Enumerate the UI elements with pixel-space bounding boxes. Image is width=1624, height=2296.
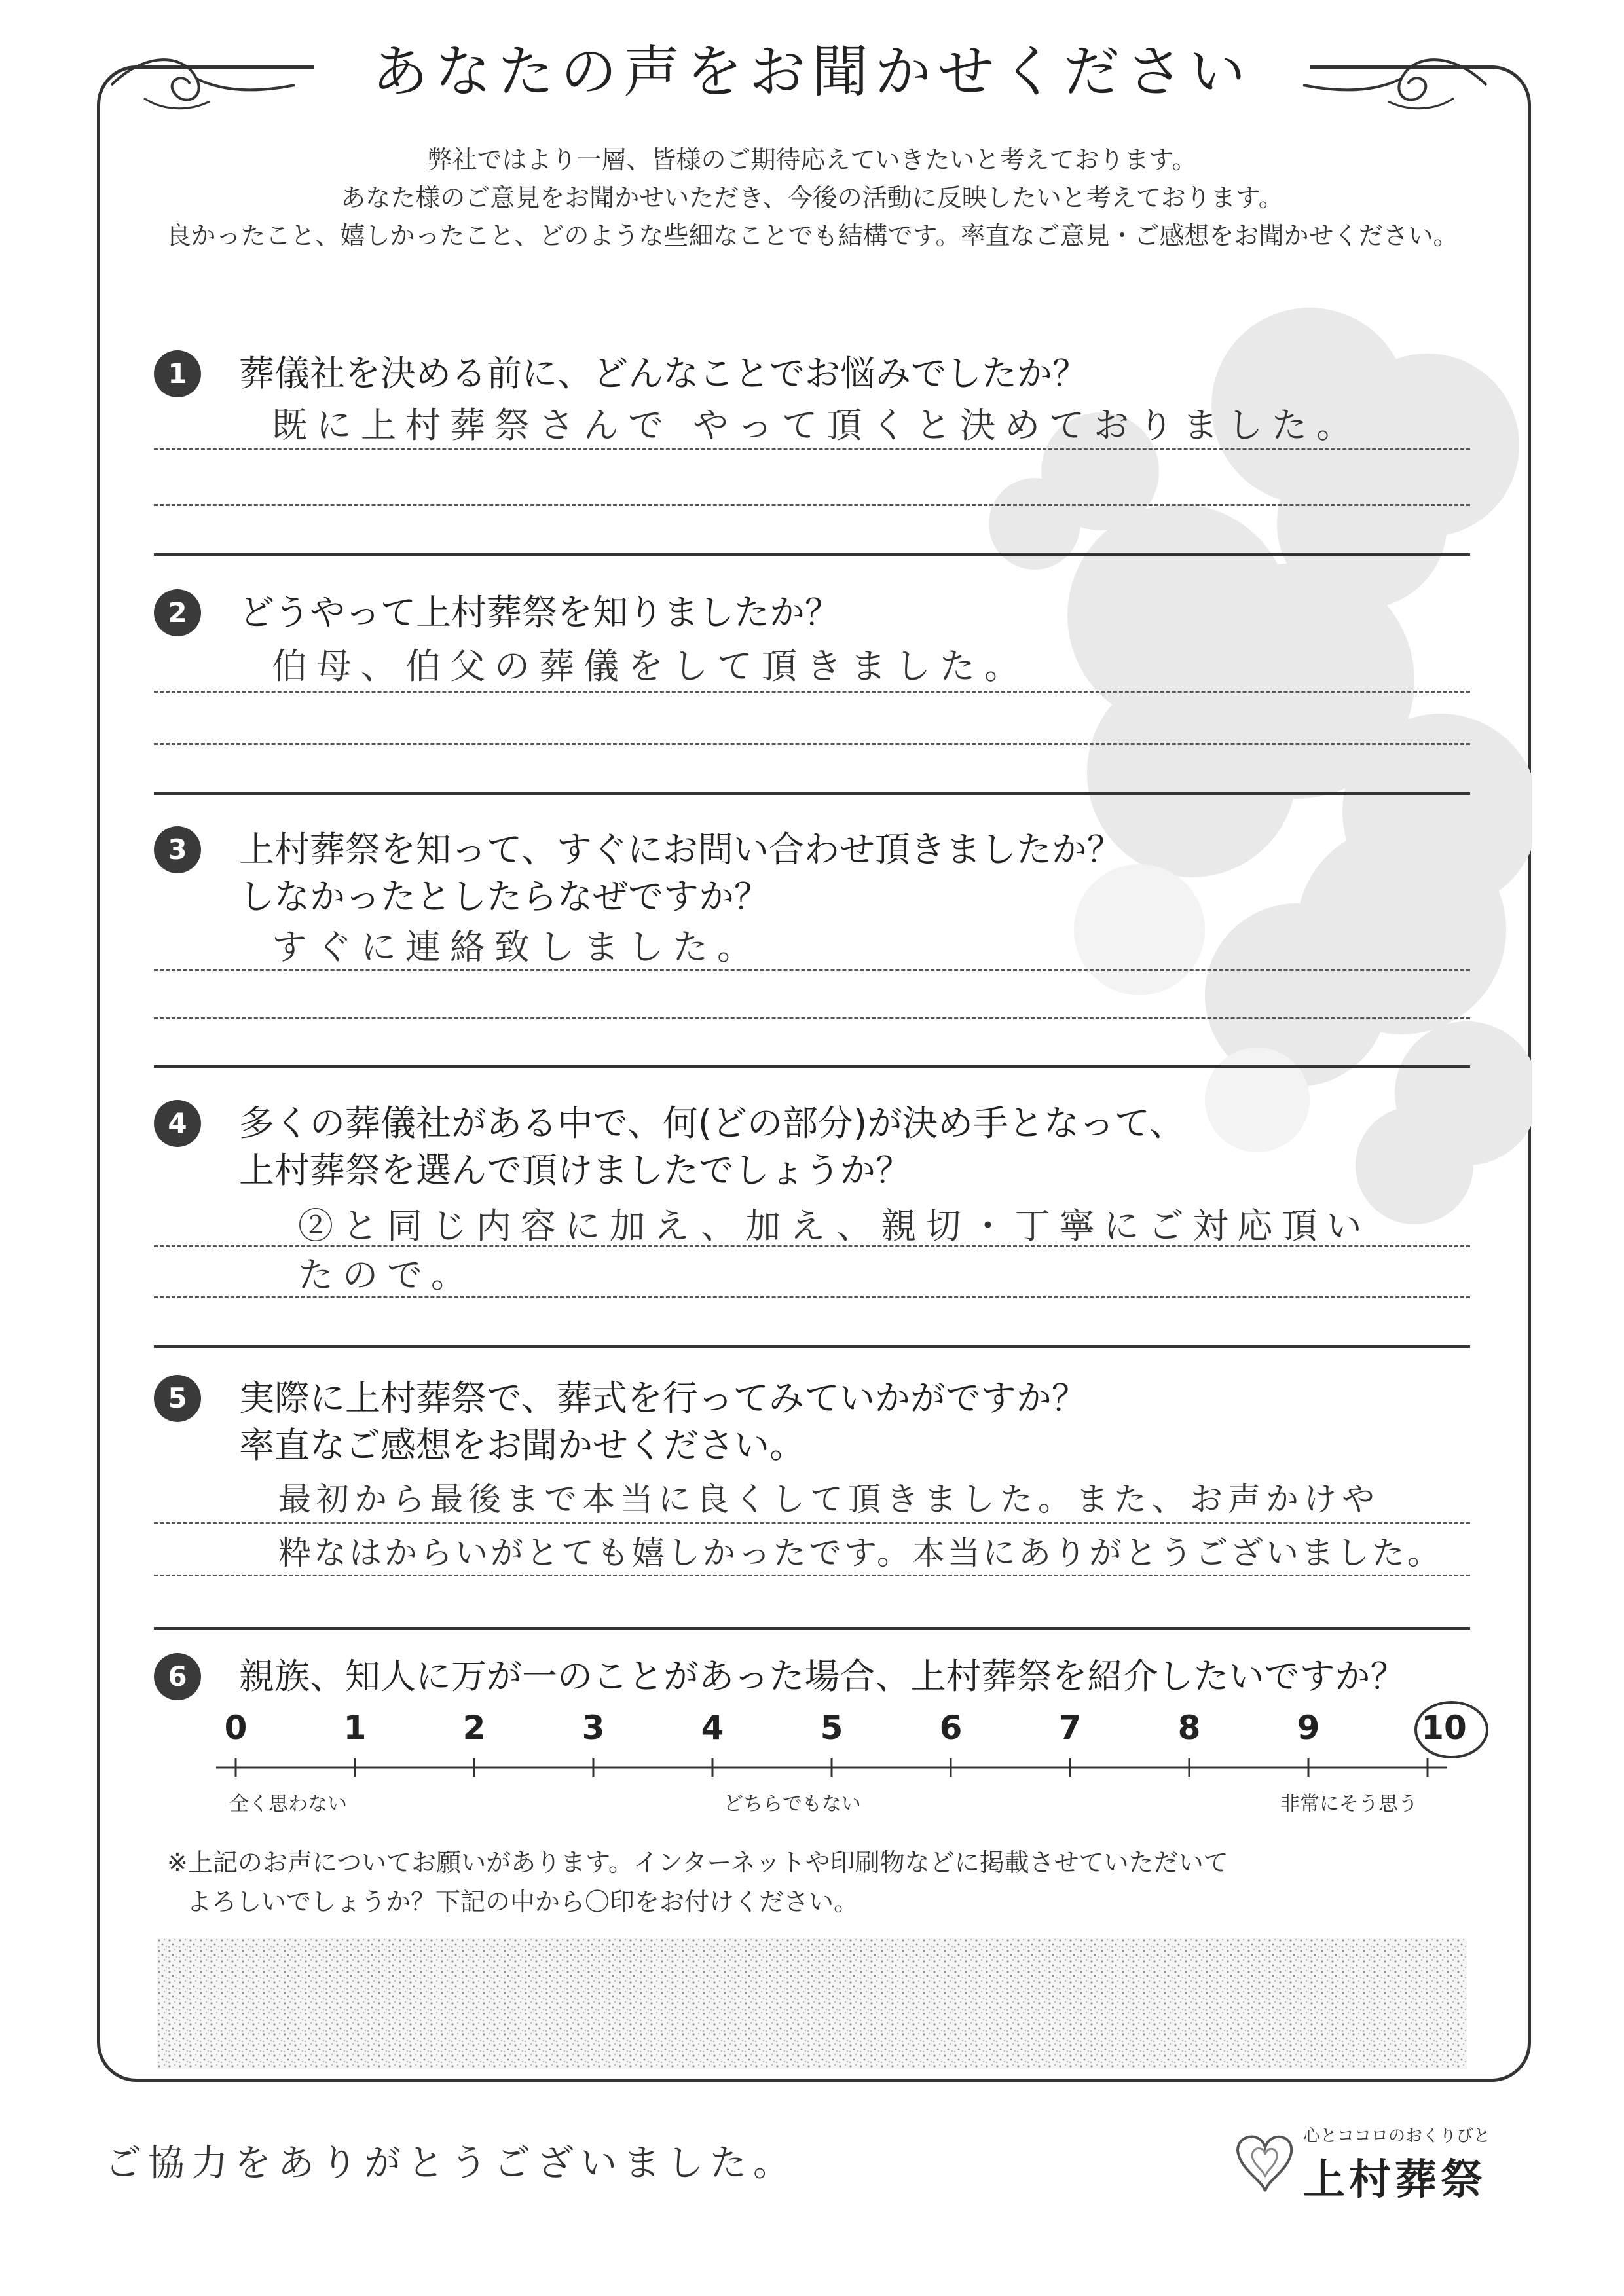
answer-line	[154, 969, 1470, 971]
question-number-badge: 6	[154, 1653, 201, 1700]
handwritten-answer: たので。	[298, 1254, 475, 1296]
answer-line	[154, 691, 1470, 693]
handwritten-answer: 既に上村葬祭さんで やって頂くと決めておりました。	[272, 405, 1361, 446]
selected-rating-circle	[1414, 1701, 1488, 1758]
consent-note	[167, 1843, 1228, 1922]
scale-number[interactable]: 0	[224, 1709, 248, 1747]
scale-number[interactable]: 7	[1058, 1709, 1082, 1747]
right-flourish-ornament	[1297, 46, 1493, 118]
answer-line	[154, 743, 1470, 745]
answer-line	[154, 1296, 1470, 1298]
scale-number[interactable]: 8	[1177, 1709, 1201, 1747]
scale-number[interactable]: 9	[1297, 1709, 1320, 1747]
answer-line	[154, 1017, 1470, 1019]
question-text: しなかったとしたらなぜですか？	[239, 876, 769, 917]
section-divider	[154, 1627, 1470, 1630]
intro-line: 弊社ではより一層、皆様のご期待応えていきたいと考えております。	[427, 145, 1197, 174]
question-number-badge: 5	[154, 1375, 201, 1422]
scale-number[interactable]: 5	[820, 1709, 843, 1747]
section-divider	[154, 792, 1470, 795]
note-line: よろしいでしょうか？下記の中から〇印をお付けください。	[187, 1887, 859, 1916]
logo-name: 上村葬祭	[1303, 2156, 1486, 2204]
intro-line: 良かったこと、嬉しかったこと、どのような些細なことでも結構です。率直なご意見・ご感想をお聞かせください。	[166, 221, 1458, 250]
intro-text	[144, 141, 1480, 255]
section-divider	[154, 1345, 1470, 1348]
logo-tagline: 心とココロのおくりびと	[1303, 2126, 1491, 2146]
scale-number[interactable]: 3	[581, 1709, 605, 1747]
question-number-badge: 1	[154, 350, 201, 397]
handwritten-answer: 最初から最後まで本当に良くして頂きました。また、お声かけや	[278, 1480, 1380, 1518]
scale-number[interactable]: 4	[701, 1709, 724, 1747]
answer-line	[154, 1245, 1470, 1247]
left-flourish-ornament	[105, 46, 301, 118]
thank-you-text: ご協力をありがとうございました。	[105, 2142, 796, 2185]
question-text: 上村葬祭を選んで頂けましたでしょうか？	[239, 1150, 911, 1191]
section-divider	[154, 553, 1470, 556]
handwritten-answer: 粋なはからいがとても嬉しかったです。本当にありがとうございました。	[278, 1534, 1443, 1572]
note-line: ※上記のお声についてお願いがあります。インターネットや印刷物などに掲載させていただいて	[167, 1848, 1228, 1877]
scale-label-low: 全く思わない	[229, 1793, 347, 1815]
handwritten-answer: 伯母、伯父の葬儀をして頂きました。	[272, 646, 1029, 687]
question-text: 上村葬祭を知って、すぐにお問い合わせ頂きましたか？	[239, 829, 1122, 870]
scale-number[interactable]: 1	[343, 1709, 367, 1747]
section-divider	[154, 1065, 1470, 1068]
question-text: 率直なご感想をお聞かせください。	[239, 1425, 805, 1466]
handwritten-answer: ②と同じ内容に加え、加え、親切・丁寧にご対応頂い	[298, 1205, 1371, 1247]
answer-line	[154, 448, 1470, 450]
question-text: どうやって上村葬祭を知りましたか？	[239, 592, 840, 633]
scale-label-high: 非常にそう思う	[1280, 1793, 1418, 1815]
intro-line: あなた様のご意見をお聞かせいただき、今後の活動に反映したいと考えております。	[341, 183, 1283, 212]
answer-line	[154, 1522, 1470, 1524]
question-number-badge: 4	[154, 1100, 201, 1147]
answer-line	[154, 504, 1470, 506]
scale-label-mid: どちらでもない	[724, 1793, 861, 1815]
page-title: あなたの声をお聞かせください	[372, 39, 1252, 105]
question-number-badge: 2	[154, 589, 201, 636]
scale-number[interactable]: 2	[462, 1709, 486, 1747]
question-text: 親族、知人に万が一のことがあった場合、上村葬祭を紹介したいですか？	[239, 1656, 1406, 1697]
question-text: 多くの葬儀社がある中で、何(どの部分)が決め手となって、	[239, 1102, 1185, 1144]
scale-number[interactable]: 6	[939, 1709, 963, 1747]
handwritten-answer: すぐに連絡致しました。	[272, 926, 762, 968]
question-text: 葬儀社を決める前に、どんなことでお悩みでしたか？	[239, 353, 1088, 394]
question-number-badge: 3	[154, 826, 201, 873]
answer-line	[154, 1575, 1470, 1576]
question-text: 実際に上村葬祭で、葬式を行ってみていかがですか？	[239, 1377, 1087, 1419]
scale-number-selected[interactable]: 10	[1421, 1709, 1467, 1747]
redacted-area	[157, 1938, 1467, 2069]
